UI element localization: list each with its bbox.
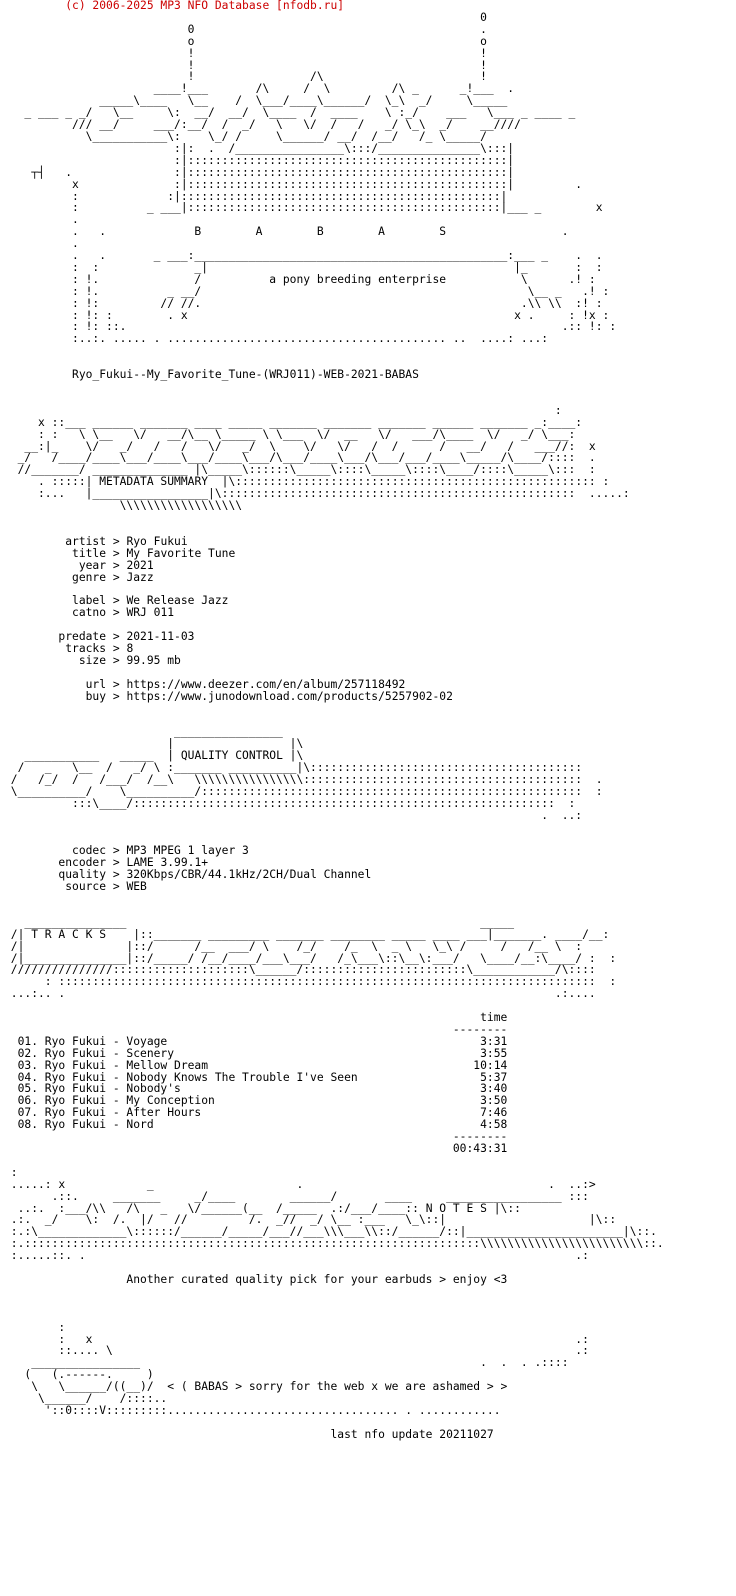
track-title: 07. Ryo Fukui - After Hours — [4, 1106, 202, 1120]
ascii-art-line: ________________ — [4, 725, 283, 739]
metadata-value: 2021 — [126, 558, 154, 572]
track-time: 3:31 — [167, 1034, 508, 1048]
ascii-art-line: ________________ . . . .:::: — [4, 1356, 569, 1370]
ascii-art-line: /|_______________|::/_____/ /__/____/___\___/ /_\___\::\__\:___/ \____/__:\____/ : : — [4, 951, 617, 965]
ascii-art-line: : !: // //. .\\ \\ :! : — [4, 296, 603, 310]
track-title: 04. Ryo Fukui - Nobody Knows The Trouble I've Seen — [4, 1070, 358, 1084]
ascii-art-line: ///////////////::::::::::::::::::::\______/::::::::::::::::::::::::\____________/\:::: — [4, 963, 596, 977]
ascii-art-line: :::\____/:::::::::::::::::::::::::::::::::::::::::::::::::::::::::::::: : — [4, 796, 576, 810]
metadata-key: size > — [4, 653, 127, 667]
section-label-notes: N O T E S — [418, 1201, 494, 1215]
ascii-art-line: :.....::. . .: — [4, 1249, 589, 1263]
ascii-art-line: : — [4, 1320, 66, 1334]
ascii-art-line: / _ \__ / _/ \ :_______ __________|\:::::::::::::::::::::::::::::::::::::::: — [4, 761, 583, 774]
ascii-art-line: . . _ ___:______________________________________________:___ _ . . — [4, 249, 603, 263]
ascii-art-line: :|: . /________________\:::/_______________\:::| — [4, 141, 515, 155]
metadata-value: 99.95 mb — [126, 653, 181, 667]
tracks-rule: -------- — [4, 1130, 508, 1144]
section-label-quality: QUALITY CONTROL — [174, 749, 290, 763]
metadata-value: 8 — [126, 641, 134, 655]
track-time: 4:58 — [153, 1118, 508, 1132]
ascii-art-line: : : \ \__ \/ __/\__ \_____ \ \___ \/ __ \/ ___/\____ \/ _/ \___: — [4, 427, 576, 441]
ascii-art-line: /// __/ ___/:__/ / _/ \ \/ / / _/ \_\ _/ __//// — [4, 118, 521, 132]
ascii-art-line: . . B A B A S . — [4, 225, 569, 239]
track-time: 5:37 — [357, 1070, 508, 1084]
ascii-art-line: : !: ::. .:: !: : — [4, 320, 617, 334]
metadata-value: My Favorite Tune — [126, 546, 236, 560]
quality-key: source > — [4, 880, 127, 894]
track-title: 01. Ryo Fukui - Voyage — [4, 1034, 168, 1048]
ascii-art-line: : : _| |_ : : — [4, 260, 603, 274]
metadata-key: predate > — [4, 630, 127, 644]
metadata-key: title > — [4, 546, 127, 560]
metadata-value: We Release Jazz — [126, 594, 229, 608]
ascii-art-line: :.:\_____________\::::::/______/_____/___//___\\\___\\::/______/::|_______________________|\::. — [4, 1225, 657, 1239]
metadata-key: url > — [4, 677, 127, 691]
section-label-metadata: METADATA SUMMARY — [92, 475, 222, 489]
ascii-art-line: : !. / a pony breeding enterprise \ .! : — [4, 272, 596, 286]
ascii-art-line: ! /\ ! — [4, 70, 487, 84]
quality-value: WEB — [126, 880, 147, 894]
ascii-art-line: |\::::::::::::::::::::::::::::::::::::::::::::::::::::: : — [221, 475, 610, 489]
section-label-tracks: T R A C K S — [24, 927, 113, 941]
ascii-art-line: : _ ___|::::::::::::::::::::::::::::::::::::::::::::::|___ _ x — [4, 201, 603, 215]
track-title: 02. Ryo Fukui - Scenery — [4, 1046, 175, 1060]
metadata-value: WRJ 011 — [126, 606, 175, 620]
ascii-art-line: . — [4, 213, 79, 227]
metadata-key: label > — [4, 594, 127, 608]
ascii-art-line: / /_/ / /___/ /__\ \\\\\\\\\\\\\\\\::::::::::::::::::::::::::::::::::::::::: . — [4, 772, 603, 786]
ascii-art-line: . ..: — [4, 808, 583, 822]
ascii-art-line: : — [4, 403, 562, 417]
ascii-art-line: /| — [4, 927, 25, 941]
ascii-art-line: ___________ _____ | — [4, 749, 175, 763]
ascii-art-line: _/ /____/____\___/____\___/____\___/\___/____\___/\___/___/____\_____/\____/:::: . — [4, 451, 596, 465]
tracks-total: 00:43:31 — [4, 1142, 508, 1155]
ascii-art-line: : !: : . x x . : !x : — [4, 308, 610, 322]
ascii-art-line: x :|:::::::::::::::::::::::::::::::::::::::::::::::| . — [4, 177, 583, 191]
tracks-time-header: time — [4, 1011, 508, 1025]
ascii-art-line: 0 — [4, 10, 487, 24]
metadata-key: year > — [4, 558, 127, 572]
release-name: Ryo_Fukui--My_Favorite_Tune-(WRJ011)-WEB-2021-BABAS — [4, 368, 419, 382]
metadata-key: buy > — [4, 689, 127, 703]
quality-value: 320Kbps/CBR/44.1kHz/2CH/Dual Channel — [126, 868, 372, 882]
ascii-art-line: x ::___ ______ _______ ____ _____ _______ _______ _______ ______ _______ _:____: — [4, 415, 583, 429]
ascii-art-line: ! ! — [4, 58, 487, 72]
ascii-art-line: /| |::/ /__ ___/ \ /_/ /_ \ _ \ \_\ / / /__ \ : — [4, 939, 583, 953]
ascii-art-line: |::_______ _________ _______ ________ _____ ____ ___|_______. ____/__: — [112, 927, 610, 941]
ascii-art-line: __:|_ \/ _/ / / \/ _/ \ \/ \/ / / / __/ / ___//: x — [4, 439, 596, 453]
ascii-art-line: ! ! — [4, 46, 487, 60]
tracks-rule: -------- — [4, 1022, 508, 1036]
ascii-art-line: :|:::::::::::::::::::::::::::::::::::::::::::::::| — [4, 153, 515, 167]
track-time: 10:14 — [208, 1058, 508, 1072]
ascii-art-line: 0 . — [4, 22, 487, 36]
notes-text: Another curated quality pick for your earbuds > enjoy <3 — [4, 1272, 508, 1286]
ascii-art-line: . :::::| — [4, 475, 93, 489]
metadata-url[interactable]: https://www.deezer.com/en/album/257118492 — [126, 677, 406, 691]
last-update: last nfo update 20211027 — [4, 1427, 494, 1441]
metadata-value: 2021-11-03 — [126, 630, 195, 644]
ascii-art-line: . — [4, 237, 79, 251]
quality-value: LAME 3.99.1+ — [126, 856, 209, 870]
ascii-art-line: \\\\\\\\\\\\\\\\\\ — [4, 499, 243, 513]
track-time: 3:40 — [180, 1082, 508, 1096]
ascii-art-line: \___________\: \_/ / \______/ __/ /__/ /_ \_____/ — [4, 129, 487, 143]
ascii-art-line: _______________ _____ — [4, 915, 515, 929]
ascii-art-line: : x .: — [4, 1332, 589, 1346]
ascii-art-line: |\ — [289, 749, 304, 763]
ascii-art-line: | |\ — [4, 737, 304, 751]
ascii-art-line: //_______/ ______________ |\_____\::::::\_____\::::\_____\::::\____/::::\_____\::: : — [4, 463, 596, 477]
ascii-art-line: |\:: — [493, 1201, 521, 1215]
quality-value: MP3 MPEG 1 layer 3 — [126, 844, 249, 858]
ascii-art-line: : :|:::::::::::::::::::::::::::::::::::::::::::::::| — [4, 189, 508, 203]
ascii-art-line: :..:. ..... . ......................................... .. ....: ...: — [4, 332, 549, 346]
ascii-art-line: : — [4, 1165, 18, 1179]
track-time: 3:50 — [214, 1094, 508, 1108]
ascii-art-line: .::. _______ _/____ ______/ ____ _________________ ::: — [4, 1189, 589, 1203]
ascii-art-line: ( (.------. ) — [4, 1368, 154, 1382]
ascii-art-line: _____\____ \__ / \___/____\______/ \_\ _/ \_____ — [4, 94, 508, 108]
metadata-key: catno > — [4, 606, 127, 620]
ascii-art-line: \______/ /::::.. — [4, 1392, 168, 1406]
site-header: (c) 2006-2025 MP3 NFO Database [nfodb.ru] — [4, 0, 345, 12]
ascii-art-line: o o — [4, 34, 487, 48]
metadata-key: artist > — [4, 534, 127, 548]
metadata-url[interactable]: https://www.junodownload.com/products/5257902-02 — [126, 689, 453, 703]
metadata-value: Jazz — [126, 570, 154, 584]
metadata-value: Ryo Fukui — [126, 534, 188, 548]
ascii-art-line: ____!___ /\ / \ /\ _ _!___ . — [4, 82, 515, 96]
quality-key: codec > — [4, 844, 127, 858]
ascii-art-line: '::0::::V:::::::::.................................. . ............ — [4, 1403, 501, 1417]
ascii-art-line: :.:::::::::::::::::::::::::::::::::::::::::::::::::::::::::::::::::::\\\\\\\\\\\\\\\\\\\\\\\\::. — [4, 1237, 664, 1251]
ascii-art-line: ...:.. . .:.... — [4, 987, 596, 1001]
track-title: 05. Ryo Fukui - Nobody's — [4, 1082, 181, 1096]
track-title: 06. Ryo Fukui - My Conception — [4, 1094, 215, 1108]
ascii-art-line: \ \______/((__)/ < ( BABAS > sorry for the web x we are ashamed > > — [4, 1380, 508, 1394]
ascii-art-line: :... |_________________|\:::::::::::::::::::::::::::::::::::::::::::::::::::: .....: — [4, 487, 630, 501]
metadata-key: tracks > — [4, 641, 127, 655]
ascii-art-line: .:. _/ \: /. |/ // /. _// _/ \__ :___ \_\::| |\:: — [4, 1213, 617, 1227]
ascii-art-line: : !. _ __/ \__ _ .! : — [4, 284, 610, 298]
quality-key: encoder > — [4, 856, 127, 870]
track-time: 3:55 — [174, 1046, 508, 1060]
track-time: 7:46 — [201, 1106, 508, 1120]
metadata-key: genre > — [4, 570, 127, 584]
ascii-art-line: ..:. :___/\\ /\ _ \/______(__ /_____ .:/___/____:: — [4, 1201, 419, 1215]
ascii-art-line: _ ___ _ _/ \__ \: __/ __/ \____ / ____ \ :_/ ___ \___ _ ____ _ — [4, 106, 576, 120]
track-title: 08. Ryo Fukui - Nord — [4, 1118, 154, 1132]
quality-key: quality > — [4, 868, 127, 882]
ascii-art-line: ┬┤ . :|:::::::::::::::::::::::::::::::::::::::::::::::| — [4, 165, 515, 179]
ascii-art-line: .....: x _ . . ..:> — [4, 1177, 596, 1191]
track-title: 03. Ryo Fukui - Mellow Dream — [4, 1058, 209, 1072]
ascii-art-line: : ::::::::::::::::::::::::::::::::::::::::::::::::::::::::::::::::::::::::::::::: : — [4, 975, 617, 989]
ascii-art-line: \__________/ \__________/:::::::::::::::::::::::::::::::::::::::::::::::::::::::: : — [4, 784, 603, 798]
ascii-art-line: ::.... \ .: — [4, 1344, 589, 1358]
